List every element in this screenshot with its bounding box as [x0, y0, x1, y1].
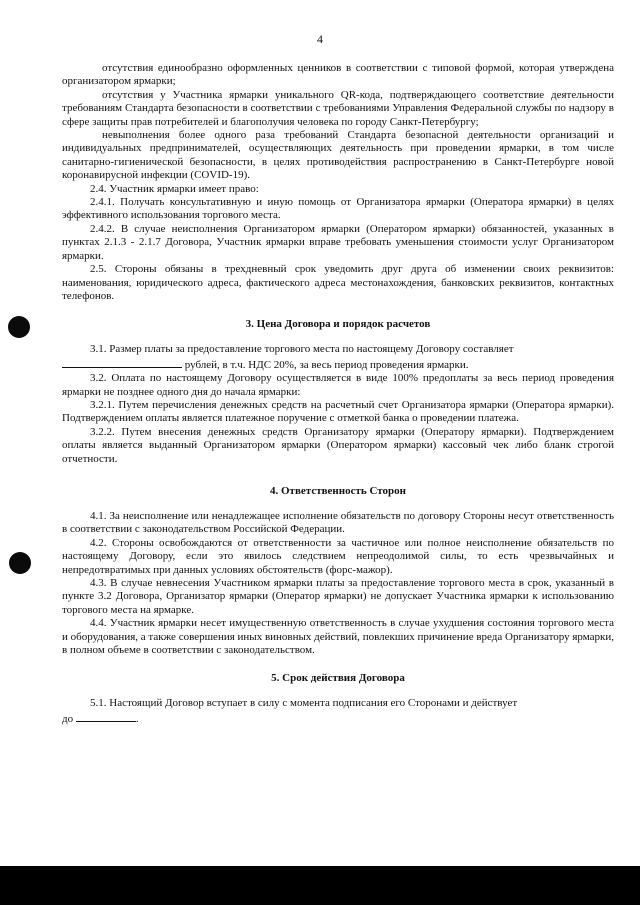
paragraph-price-tags: отсутствия единообразно оформленных ценников в соответствии с типовой формой, которая утверждена организатором ярмарки; — [62, 62, 614, 88]
paragraph-5-1-period: . — [135, 712, 139, 725]
paragraph-4-3: 4.3. В случае невнесения Участником ярмарки платы за предоставление торгового места в срок, указанный в пункте 3.2 Договора, Организатор ярмарки (Оператор ярмарки) не допускает Участника ярмарки к использованию торгового места на ярмарке. — [62, 577, 614, 616]
paragraph-5-1-cont — [62, 711, 614, 726]
paragraph-qr-code: отсутствия у Участника ярмарки уникального QR-кода, подтверждающего соответствие деятельности требованиям Стандарта безопасности в соответствии с требованиями Управления Федеральной службы по надзору в сфере защиты прав потребителей и благополучия человека по городу Санкт-Петербургу; — [62, 88, 614, 128]
scan-edge-bar — [0, 866, 640, 905]
paragraph-4-4: 4.4. Участник ярмарки несет имущественную ответственность в случае ухудшения состояния торгового места и оборудования, а также совершения иных виновных действий, повлекших причинение вреда Организатору ярмарки, в полном объеме в соответствии с законодательством. — [62, 617, 614, 657]
paragraph-2-5: 2.5. Стороны обязаны в трехдневный срок уведомить друг друга об изменении своих реквизитов: наименования, юридического адреса, фактического адреса местонахождения, банковских реквизитов, контактных телефонов. — [62, 263, 614, 302]
paragraph-3-1 — [62, 343, 614, 372]
paragraph-3-1-text: 3.1. Размер платы за предоставление торгового места по настоящему Договору составляет — [90, 343, 514, 356]
paragraph-3-2: 3.2. Оплата по настоящему Договору осуществляется в виде 100% предоплаты за весь период проведения ярмарки не позднее одного дня до начала ярмарки: — [62, 372, 614, 398]
paragraph-5-1-until: до — [62, 712, 76, 725]
paragraph-2-4-2: 2.4.2. В случае неисполнения Организатором ярмарки (Оператором ярмарки) обязанностей, указанных в пунктах 2.1.3 - 2.1.7 Договора, Участник ярмарки вправе требовать уменьшения стоимости услуг Организатором ярмарки. — [62, 222, 614, 262]
end-date-blank-field — [76, 711, 136, 722]
document-body — [62, 62, 614, 726]
page-number: 4 — [317, 32, 323, 46]
paragraph-2-4-1: 2.4.1. Получать консультативную и иную помощь от Организатора ярмарки (Оператора ярмарки) в целях эффективного использования торгового места. — [62, 196, 614, 222]
paragraph-4-2: 4.2. Стороны освобождаются от ответственности за частичное или полное неисполнение обязательств по настоящему Договору, если это явилось следствием непреодолимой силы, то есть чрезвычайных и непредотвратимых при данных условиях обстоятельств (форс-мажор). — [62, 536, 614, 576]
paragraph-3-2-1: 3.2.1. Путем перечисления денежных средств на расчетный счет Организатора ярмарки (Оператора ярмарки). Подтверждением оплаты является платежное поручение с отметкой банка о проведении платежа. — [62, 398, 614, 425]
section-4-title: 4. Ответственность Сторон — [270, 484, 406, 497]
punch-hole-mark — [9, 552, 31, 574]
paragraph-3-1-tail: рублей, в т.ч. НДС 20%, за весь период проведения ярмарки. — [182, 358, 469, 371]
paragraph-2-4: 2.4. Участник ярмарки имеет право: — [90, 182, 259, 195]
section-5-title: 5. Срок действия Договора — [271, 672, 405, 685]
paragraph-5-1: 5.1. Настоящий Договор вступает в силу с момента подписания его Сторонами и действует — [90, 697, 518, 710]
punch-hole-mark — [8, 316, 30, 338]
paragraph-4-1: 4.1. За неисполнение или ненадлежащее исполнение обязательств по договору Стороны несут ответственность в соответствии с законодательством Российской Федерации. — [62, 509, 614, 536]
section-3-title: 3. Цена Договора и порядок расчетов — [245, 318, 431, 331]
price-blank-field — [62, 357, 182, 368]
paragraph-3-2-2: 3.2.2. Путем внесения денежных средств Организатору ярмарки (Оператору ярмарки). Подтверждением оплаты является выданный Организатором ярмарки (Оператором ярмарки) кассовый чек либо бланк строгой отчетности. — [62, 425, 614, 465]
paragraph-safety-standard: невыполнения более одного раза требований Стандарта безопасной деятельности организаций и индивидуальных предпринимателей, осуществляющих деятельность при проведении ярмарки, в том числе санитарно-гигиенической безопасности, в целях противодействия распространению в Санкт-Петербурге новой коронавирусной инфекции (COVID-19). — [62, 129, 614, 182]
